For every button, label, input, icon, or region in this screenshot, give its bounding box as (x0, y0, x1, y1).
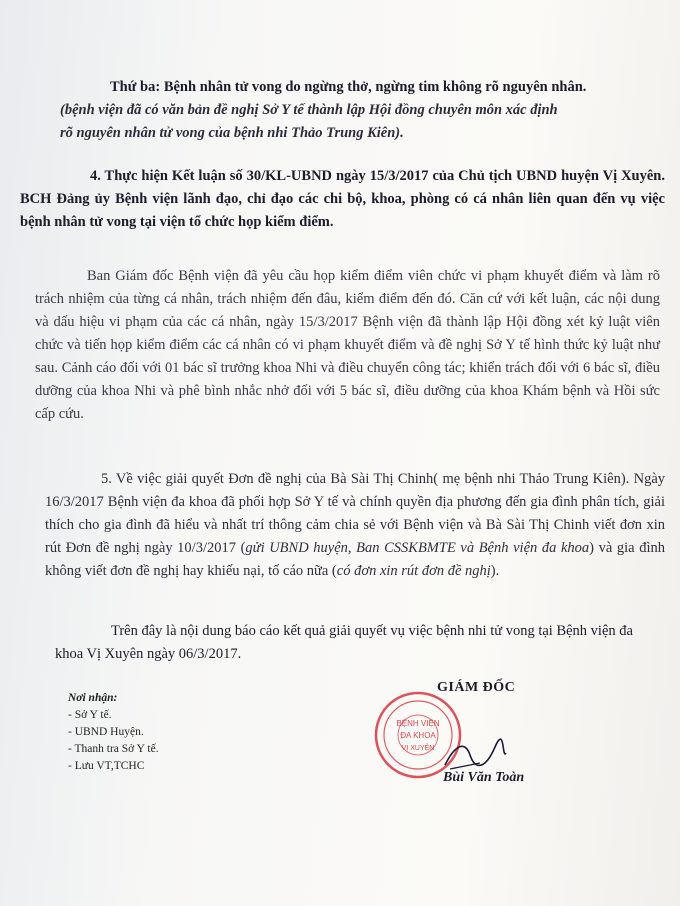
item-5-part-d: có đơn xin rút đơn đề nghị (336, 563, 491, 579)
stamp-text-mid: ĐA KHOA (400, 731, 436, 740)
recipient-item: - Sở Y tế. (68, 709, 112, 721)
paragraph-discipline (35, 265, 660, 426)
recipient-item: - Lưu VT,TCHC (68, 760, 145, 772)
stamp-text-bot: VỊ XUYÊN (401, 745, 435, 752)
stamp-text-top: BỆNH VIỆN (396, 719, 440, 728)
director-name: Bùi Văn Toàn (443, 770, 525, 785)
director-title: GIÁM ĐỐC (437, 680, 516, 695)
recipients-block (68, 690, 159, 775)
discipline-text: Ban Giám đốc Bệnh viện đã yêu cầu họp kiểm điểm viên chức vi phạm khuyết điểm và làm rõ trách nhiệm của từng cá nhân, trách nhiệm đến đâu, kiểm điểm đến đó. Căn cứ với kết luận, các nội dung và dấu hiệu vi phạm của các cá nhân, ngày 15/3/2017 Bệnh viện đã thành lập Hội đồng xét kỷ luật viên chức và tiến họp kiểm điểm các cá nhân có vi phạm khuyết điểm và đề nghị Sở Y tế hình thức kỷ luật như sau. Cảnh cáo đối với 01 bác sĩ trưởng khoa Nhi và điều chuyển công tác; khiển trách đối với 6 bác sĩ, điều dưỡng của khoa Nhi và phê bình nhắc nhở đối với 5 bác sĩ, điều dưỡng của khoa Khám bệnh và Hồi sức cấp cứu. (35, 268, 660, 422)
conclusion-text: Trên đây là nội dung báo cáo kết quả giải quyết vụ việc bệnh nhi tử vong tại Bệnh viện đa khoa Vị Xuyên ngày 06/3/2017. (55, 623, 633, 662)
cause-note-line: (bệnh viện đã có văn bản đề nghị Sở Y tế thành lập Hội đồng chuyên môn xác định (60, 102, 558, 118)
item-5-part-e: ). (490, 563, 500, 579)
item-4-text: 4. Thực hiện Kết luận số 30/KL-UBND ngày 15/3/2017 của Chủ tịch UBND huyện Vị Xuyên. BCH Đảng ủy Bệnh viện lãnh đạo, chỉ đạo các chi bộ, khoa, phòng có cá nhân liên quan đến vụ việc bệnh nhân tử vong tại viện tổ chức họp kiểm điểm. (20, 168, 665, 230)
recipient-item: - Thanh tra Sở Y tế. (68, 743, 159, 755)
paragraph-cause-of-death (60, 76, 660, 145)
item-5-part-b: gửi UBND huyện, Ban CSSKBMTE và Bệnh viện đa khoa (245, 540, 590, 556)
item-5-text (45, 468, 665, 583)
item-5-part-a: 5. Về việc giải quyết Đơn đề nghị của Bà Sài Thị Chinh( mẹ bệnh nhi Thảo Trung Kiên). Ngày 16/3/2017 Bệnh viện đa khoa đã phối hợp Sở Y tế và chính quyền địa phương đến gia đình phân tích, giải thích cho gia đình đã hiểu và nhất trí thông cảm chia sẻ với Bệnh viện và Bà Sài Thị Chinh viết đơn xin rút Đơn đề nghị ngày 10/3/2017 ( (45, 471, 665, 556)
recipients-heading: Nơi nhận: (68, 692, 118, 704)
item-5-part-c: ) và gia đình không viết đơn đề nghị hay khiếu nại, tố cáo nữa ( (45, 540, 665, 579)
handwritten-signature (440, 735, 510, 775)
cause-line: Thứ ba: Bệnh nhân tử vong do ngừng thở, ngừng tim không rõ nguyên nhân. (110, 79, 587, 95)
cause-note-line-2: rõ nguyên nhân tử vong của bệnh nhi Thảo Trung Kiên). (60, 125, 404, 141)
paragraph-item-5 (45, 468, 665, 583)
paragraph-item-4 (20, 165, 665, 234)
recipient-item: - UBND Huyện. (68, 726, 144, 738)
paragraph-conclusion (55, 620, 655, 666)
